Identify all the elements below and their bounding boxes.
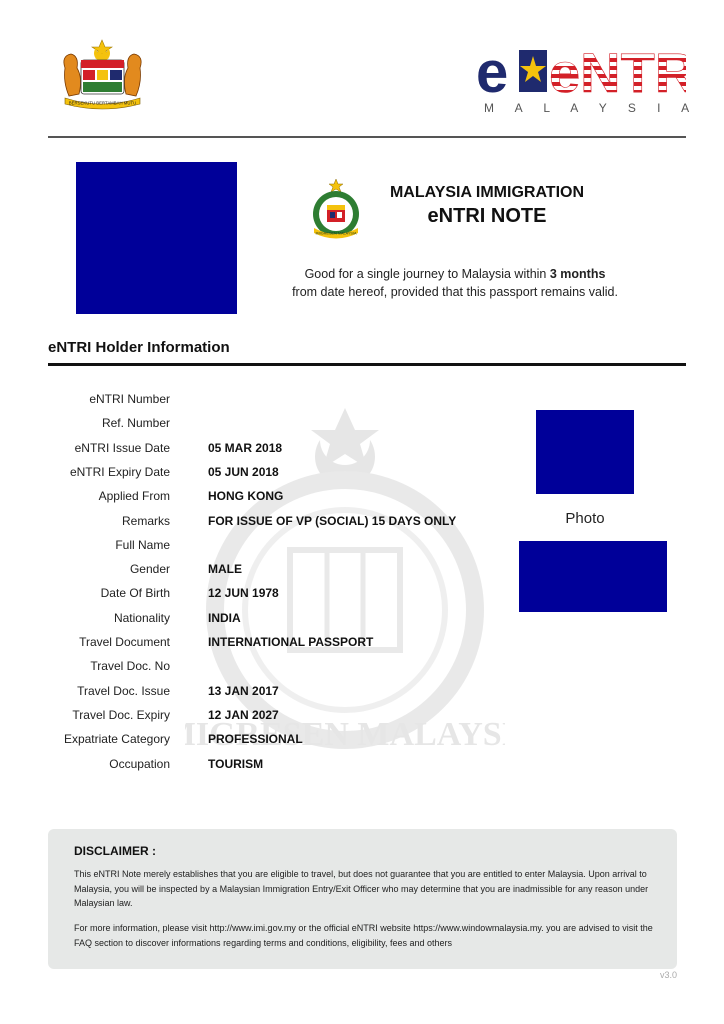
field-label: eNTRI Issue Date <box>74 440 170 455</box>
field-value: TOURISM <box>208 756 264 771</box>
brand-logo-text: eNTR <box>549 42 686 104</box>
field-value: 05 JUN 2018 <box>208 464 279 479</box>
field-label: Travel Doc. Expiry <box>72 707 170 722</box>
malaysia-crest-logo <box>55 38 150 110</box>
redacted-photo <box>536 410 634 494</box>
field-value: MALE <box>208 562 242 577</box>
validity-statement <box>260 265 650 301</box>
emblem-text: IMIGRESEN MALAYSIA <box>315 231 357 236</box>
crest-motto: BERSEKUTU BERTAMBAH MUTU <box>68 100 137 106</box>
field-value: HONG KONG <box>208 489 284 504</box>
holder-info-table <box>0 392 520 782</box>
field-label: eNTRI Number <box>89 392 170 406</box>
field-value: 12 JAN 2027 <box>208 707 279 722</box>
redacted-qr-code <box>76 162 237 314</box>
field-label: Nationality <box>113 610 170 625</box>
disclaimer-title: DISCLAIMER : <box>74 844 156 858</box>
field-label: Full Name <box>115 537 170 552</box>
field-value: INTERNATIONAL PASSPORT <box>208 635 374 649</box>
disclaimer-paragraph-2: For more information, please visit http://www.imi.gov.my or the official eNTRI website https://www.windowmalaysia.my. you are advised to visit the FAQ section to discover informations regarding terms and conditions, eligibility, fees and others <box>74 923 653 948</box>
disclaimer-paragraph-1: This eNTRI Note merely establishes that you are eligible to travel, but does not guarantee that you are entitled to enter Malaysia. Upon arrival to Malaysia, you will be inspected by a Malaysian Immigration Entry/Exit Officer who may determine that you are inadmissible for any reason under Malaysian law. <box>74 869 649 908</box>
photo-label: Photo <box>565 510 605 527</box>
field-value: 05 MAR 2018 <box>208 440 283 455</box>
field-label: Applied From <box>98 489 170 504</box>
section-divider <box>48 363 686 366</box>
field-label: Travel Doc. No <box>90 659 170 674</box>
field-value: PROFESSIONAL <box>208 732 303 747</box>
validity-text-line2: from date hereof, provided that this passport remains valid. <box>292 285 618 299</box>
disclaimer-box <box>48 829 677 969</box>
field-label: eNTRI Expiry Date <box>69 464 170 479</box>
field-value: INDIA <box>208 610 241 625</box>
field-label: Expatriate Category <box>63 732 170 747</box>
svg-text:e: e <box>476 42 507 105</box>
field-label: Occupation <box>109 756 170 771</box>
field-label: Travel Document <box>79 635 170 649</box>
brand-subtitle: M A L A Y S I A <box>484 101 699 115</box>
agency-title: MALAYSIA IMMIGRATION <box>389 184 585 201</box>
section-title: eNTRI Holder Information <box>48 339 230 356</box>
field-label: Remarks <box>121 513 170 528</box>
header-divider <box>48 136 686 138</box>
redacted-signature <box>519 541 667 612</box>
field-label: Ref. Number <box>101 416 170 431</box>
field-value: 13 JAN 2017 <box>208 683 279 698</box>
field-value: FOR ISSUE OF VP (SOCIAL) 15 DAYS ONLY <box>208 513 457 528</box>
field-label: Travel Doc. Issue <box>77 683 170 698</box>
field-label: Gender <box>129 562 170 577</box>
validity-duration: 3 months <box>549 267 606 281</box>
version-label: v3.0 <box>659 970 677 980</box>
note-title: eNTRI NOTE <box>427 205 547 227</box>
validity-text: Good for a single journey to Malaysia within <box>304 267 547 281</box>
watermark-text: IGRESEN MALAYS <box>195 716 502 753</box>
field-label: Date Of Birth <box>100 586 170 601</box>
immigration-emblem <box>306 178 366 242</box>
field-value: 12 JUN 1978 <box>208 586 279 601</box>
